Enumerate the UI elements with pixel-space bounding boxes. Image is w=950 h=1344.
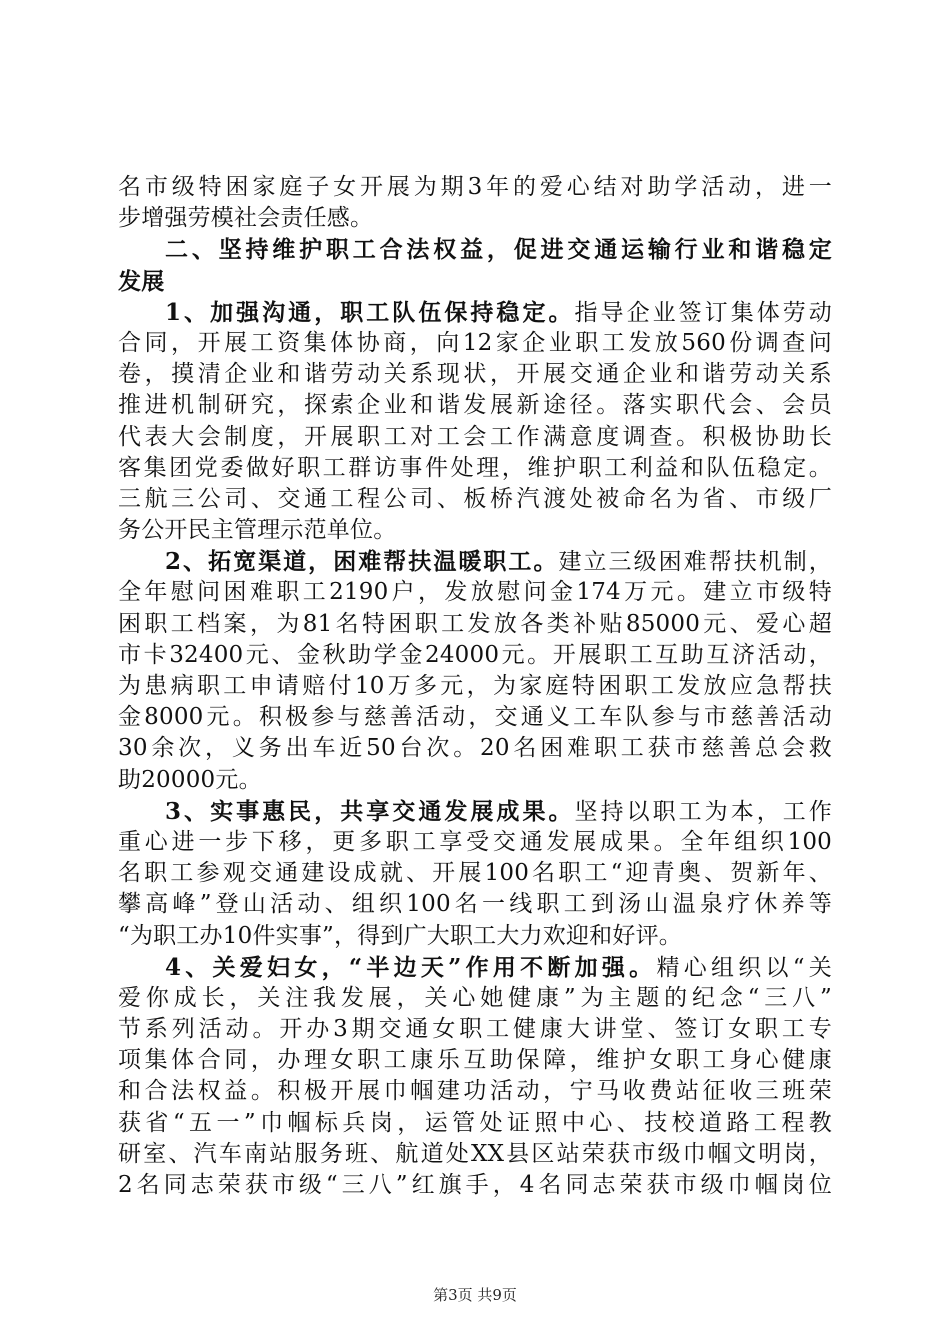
paragraph-first-line [118, 297, 832, 328]
body-text: 精心组织以“关 [656, 954, 832, 981]
paragraph-lead: 2、拓宽渠道，困难帮扶温暖职工。 [165, 548, 559, 576]
body-line: 客集团党委做好职工群访事件处理，维护职工利益和队伍稳定。 [118, 454, 832, 481]
body-line: 助20000元。 [118, 766, 262, 793]
body-line: 全年慰问困难职工2190户，发放慰问金174万元。建立市级特 [118, 579, 832, 606]
page-number: 第3页 共9页 [433, 1286, 517, 1304]
body-line: 重心进一步下移，更多职工享受交通发展成果。全年组织100 [118, 828, 832, 855]
paragraph-lead: 3、实事惠民，共享交通发展成果。 [165, 797, 575, 825]
body-line: 务公开民主管理示范单位。 [118, 517, 397, 544]
body-line: 研室、汽车南站服务班、航道处XX县区站荣获市级巾帼文明岗， [118, 1140, 832, 1167]
body-line: 卷，摸清企业和谐劳动关系现状，开展交通企业和谐劳动关系 [118, 361, 832, 388]
body-line: 2名同志荣获市级“三八”红旗手，4名同志荣获市级巾帼岗位 [118, 1172, 832, 1198]
body-line: 攀高峰”登山活动、组织100名一线职工到汤山温泉疗休养等 [118, 891, 832, 918]
body-line: 获省“五一”巾帼标兵岗，运管处证照中心、技校道路工程教 [118, 1109, 832, 1136]
body-line: 为患病职工申请赔付10万多元，为家庭特困职工发放应急帮扶 [118, 673, 832, 699]
section-heading: 二、坚持维护职工合法权益，促进交通运输行业和谐稳定 [165, 236, 832, 264]
body-text: 指导企业签订集体劳动 [574, 299, 832, 326]
paragraph-first-line [118, 952, 832, 983]
document-body [118, 172, 832, 1201]
body-text: 建立三级困难帮扶机制， [558, 549, 832, 576]
body-line: 名职工参观交通建设成就、开展100名职工“迎青奥、贺新年、 [118, 860, 832, 887]
body-line: 步增强劳模社会责任感。 [118, 205, 374, 232]
body-line: 推进机制研究，探索企业和谐发展新途径。落实职代会、会员 [118, 392, 832, 419]
paragraph-lead: 4、关爱妇女，“半边天”作用不断加强。 [165, 953, 657, 981]
body-line: 三航三公司、交通工程公司、板桥汽渡处被命名为省、市级厂 [118, 485, 832, 512]
body-line: 金8000元。积极参与慈善活动，交通义工车队参与市慈善活动 [118, 704, 832, 731]
body-line: 困职工档案，为81名特困职工发放各类补贴85000元、爱心超 [118, 610, 832, 637]
paragraph-first-line [118, 546, 832, 577]
body-line: 市卡32400元、金秋助学金24000元。开展职工互助互济活动， [118, 641, 832, 668]
paragraph-lead: 1、加强沟通，职工队伍保持稳定。 [165, 298, 575, 326]
body-line: “为职工办10件实事”，得到广大职工大力欢迎和好评。 [118, 922, 682, 949]
body-line: 项集体合同，办理女职工康乐互助保障，维护女职工身心健康 [118, 1047, 832, 1074]
body-line: 合同，开展工资集体协商，向12家企业职工发放560份调查问 [118, 329, 832, 356]
paragraph-first-line [118, 796, 832, 827]
section-heading: 发展 [118, 267, 165, 295]
body-line: 30余次，义务出车近50台次。20名困难职工获市慈善总会救 [118, 735, 832, 762]
body-line: 和合法权益。积极开展巾帼建功活动，宁马收费站征收三班荣 [118, 1078, 832, 1105]
body-text: 坚持以职工为本，工作 [574, 798, 832, 825]
body-line: 代表大会制度，开展职工对工会工作满意度调查。积极协助长 [118, 423, 832, 450]
body-line: 节系列活动。开办3期交通女职工健康大讲堂、签订女职工专 [118, 1016, 832, 1043]
body-line: 名市级特困家庭子女开展为期3年的爱心结对助学活动，进一 [118, 174, 832, 200]
body-line: 爱你成长，关注我发展，关心她健康”为主题的纪念“三八” [118, 984, 832, 1011]
